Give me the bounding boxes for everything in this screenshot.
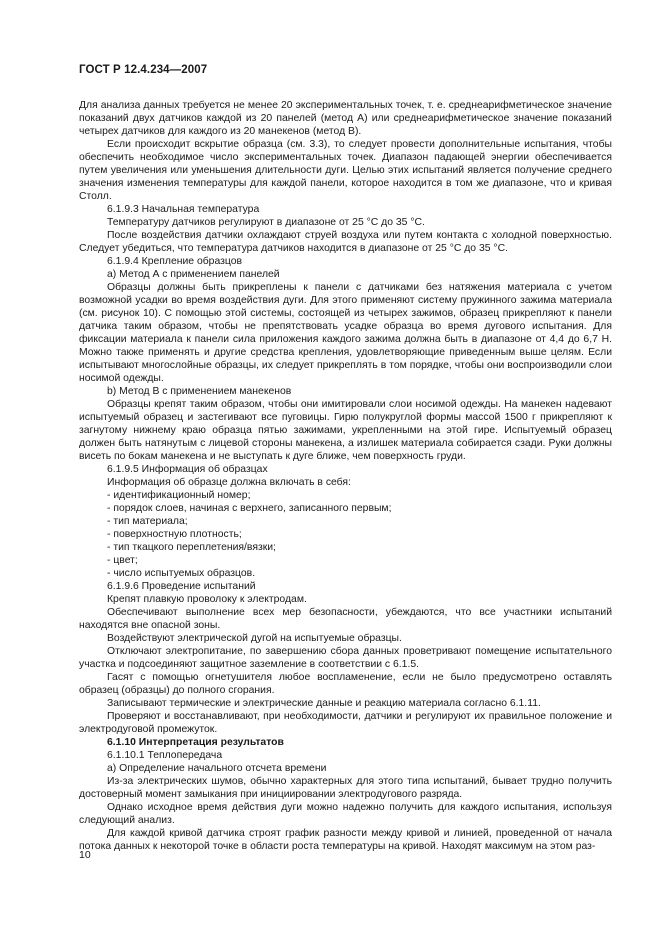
body-paragraph: Образцы должны быть прикреплены к панели с датчиками без натяжения материала с учетом возможной усадки во время воздействия дуги. Для этого применяют систему пружинного зажима материала (см. рисунок 10). С помощью этой системы, состоящей из четырех зажимов, образец прикрепляют к панели датчика таким образом, чтобы не препятствовать усадке образца во время дугового испытания. Для фиксации материала к панели сила приложения каждого зажима должна быть в диапазоне от 4,4 до 6,7 Н. Можно также применять и другие средства крепления, удовлетворяющие приведенным выше целям. Если испытывают многослойные образцы, их следует прикреплять в том порядке, чтобы они воспроизводили слои носимой одежды.: [79, 282, 612, 384]
body-paragraph: Для каждой кривой датчика строят график разности между кривой и линией, проведенной от начала потока данных к некоторой точке в области роста температуры на кривой. Находят максимум на этом раз-: [79, 828, 612, 852]
document-body: [79, 99, 612, 853]
body-paragraph: Обеспечивают выполнение всех мер безопасности, убеждаются, что все участники испытаний находятся вне опасной зоны.: [79, 607, 612, 631]
body-paragraph: Информация об образце должна включать в себя:: [107, 477, 351, 488]
section-heading: b) Метод В с применением манекенов: [107, 386, 292, 397]
body-paragraph: Для анализа данных требуется не менее 20 экспериментальных точек, т. е. среднеарифметическое значение показаний двух датчиков каждой из 20 панелей (метод А) или среднеарифметическое значение показаний четырех датчиков для каждого из 20 манекенов (метод В).: [79, 100, 612, 137]
list-item: - идентификационный номер;: [107, 490, 251, 501]
list-item: - число испытуемых образцов.: [107, 568, 256, 579]
document-header: ГОСТ Р 12.4.234—2007: [79, 64, 208, 76]
section-heading: 6.1.10.1 Теплопередача: [107, 750, 223, 761]
list-item: - цвет;: [107, 555, 138, 566]
body-paragraph: Записывают термические и электрические данные и реакцию материала согласно 6.1.11.: [107, 698, 541, 709]
section-heading: 6.1.9.3 Начальная температура: [107, 204, 260, 215]
section-heading: а) Метод А с применением панелей: [107, 269, 280, 280]
body-paragraph: Температуру датчиков регулируют в диапазоне от 25 °С до 35 °С.: [107, 217, 425, 228]
section-heading: 6.1.9.5 Информация об образцах: [107, 464, 268, 475]
body-paragraph: Воздействуют электрической дугой на испытуемые образцы.: [107, 633, 402, 644]
section-heading: 6.1.10 Интерпретация результатов: [107, 737, 284, 748]
body-paragraph: Отключают электропитание, по завершению сбора данных проветривают помещение испытательного участка и подсоединяют защитное заземление в соответствии с 6.1.5.: [79, 646, 612, 670]
list-item: - порядок слоев, начиная с верхнего, записанного первым;: [107, 503, 392, 514]
list-item: - поверхностную плотность;: [107, 529, 242, 540]
body-paragraph: Гасят с помощью огнетушителя любое воспламенение, если не было предусмотрено оставлять образец (образцы) до полного сгорания.: [79, 672, 612, 696]
body-paragraph: После воздействия датчики охлаждают струей воздуха или путем контакта с холодной поверхностью. Следует убедиться, что температура датчиков находится в диапазоне от 25 °С до 35 °С.: [79, 230, 612, 254]
section-heading: 6.1.9.6 Проведение испытаний: [107, 581, 256, 592]
body-paragraph: Если происходит вскрытие образца (см. 3.3), то следует провести дополнительные испытания, чтобы обеспечить необходимое число экспериментальных точек. Диапазон падающей энергии обеспечивается путем увеличения или уменьшения длительности дуги. Целью этих испытаний является получение среднего значения изменения температуры для каждой панели, которое находится в том же диапазоне, что и кривая Столл.: [79, 139, 612, 202]
list-item: - тип материала;: [107, 516, 188, 527]
section-heading: 6.1.9.4 Крепление образцов: [107, 256, 243, 267]
body-paragraph: Образцы крепят таким образом, чтобы они имитировали слои носимой одежды. На манекен надевают испытуемый образец и застегивают все пуговицы. Гирю полукруглой формы массой 1500 г прикрепляют к загнутому нижнему краю образца пятью зажимами, укрепленными на этой гире. Испытуемый образец должен быть натянутым с лицевой стороны манекена, а излишек материала собирается сзади. Руки должны висеть по бокам манекена и не выступать к дуге ближе, чем поверхность груди.: [79, 399, 612, 462]
list-item: - тип ткацкого переплетения/вязки;: [107, 542, 276, 553]
body-paragraph: Однако исходное время действия дуги можно надежно получить для каждого испытания, используя следующий анализ.: [79, 802, 612, 826]
body-paragraph: Проверяют и восстанавливают, при необходимости, датчики и регулируют их правильное положение и электродуговой промежуток.: [79, 711, 612, 735]
page-number: 10: [79, 849, 91, 861]
body-paragraph: Из-за электрических шумов, обычно характерных для этого типа испытаний, бывает трудно получить достоверный момент замыкания при инициировании электродугового разряда.: [79, 776, 612, 800]
body-paragraph: Крепят плавкую проволоку к электродам.: [107, 594, 307, 605]
section-heading: а) Определение начального отсчета времени: [107, 763, 327, 774]
